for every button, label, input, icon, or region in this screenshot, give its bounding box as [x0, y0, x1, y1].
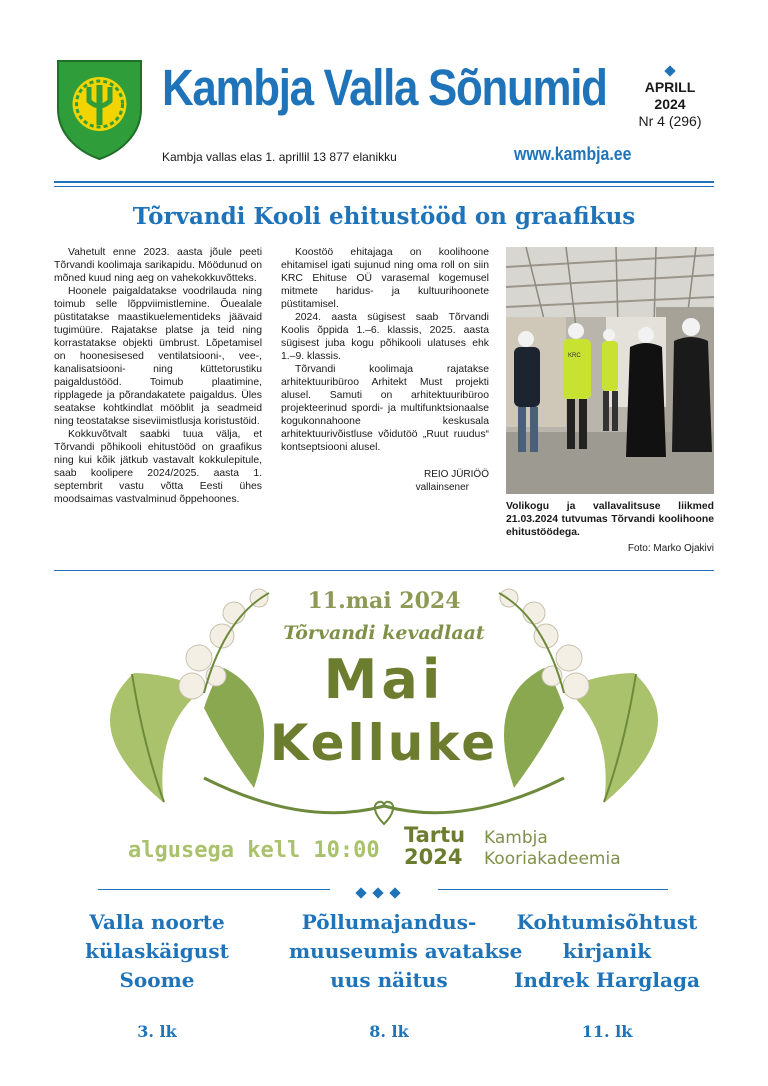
vest-text: KRC [568, 353, 581, 359]
teaser-1-page[interactable]: 3. lk [137, 1022, 177, 1041]
paragraph: Vahetult enne 2023. aasta jõule peeti Tõrvandi koolimaja sarikapidu. Möödunud on mõned kuud ning aeg on vahekokkuvõtteks. [54, 247, 262, 284]
heart-icon [375, 802, 393, 824]
tartu-word: Tartu [404, 823, 466, 847]
diamond-icon [389, 887, 400, 898]
teaser-line: Indrek Harglaga [514, 968, 700, 992]
diamond-icon [372, 887, 383, 898]
teaser-line: Soome [119, 968, 195, 992]
teaser-line: Kohtumisõhtust [516, 910, 698, 934]
issue-number: Nr 4 (296) [638, 113, 702, 129]
person [626, 327, 666, 457]
event-poster [54, 578, 714, 876]
paragraph: Koostöö ehitajaga on koolihoone ehitamisel igati sujunud ning oma roll on siin KRC Ehituse OÜ varasemal kogemusel mitmete haridus- ja kultuurihoonete püstitamisel. [281, 247, 489, 310]
tartu-2024-logo [404, 824, 465, 868]
diamond-ornament [357, 884, 399, 902]
issue-month: APRILL [644, 79, 696, 95]
organizer-line1: Kambja [484, 828, 548, 848]
poster-title-line2: Kelluke [269, 714, 499, 772]
paragraph: Kokkuvõtvalt saabki tuua välja, et Tõrvandi põhikooli ehitustööd on graafikus ning kui kõik jätkub vastavalt kokkulepitule, saab koolipere 2024/2025. aasta 1. septembrit vastu võtta Eesti ühes moodsaimas vastvalminud õppehoones. [54, 429, 262, 505]
photo-credit: Foto: Marko Ojakivi [627, 543, 714, 554]
municipality-crest-icon [54, 57, 145, 162]
organizer-logo [484, 828, 621, 870]
header-rule-thin [54, 186, 714, 187]
teaser-line: Põllumajandus- [301, 910, 477, 934]
population-tagline: Kambja vallas elas 1. aprillil 13 877 elanikku [162, 150, 397, 164]
article-column-1 [54, 246, 262, 506]
article-column-2 [281, 246, 489, 494]
diamond-icon [355, 887, 366, 898]
diamond-icon [664, 65, 675, 76]
teaser-3-page[interactable]: 11. lk [581, 1022, 633, 1041]
teaser-line: külaskäigust [85, 939, 229, 963]
teaser-line: muuseumis avatakse [289, 939, 523, 963]
paragraph: 2024. aasta sügisest saab Tõrvandi Koolis õppida 1.–6. klassis, 2025. aasta sügisest juba kogu põhikooli ulatuses ehk 1.–9. klassis. [281, 312, 489, 362]
paragraph: Tõrvandi koolimaja rajatakse arhitektuuribüroo Arhitekt Must projekti alusel. Samuti on arhitektuuribüroo projekteerinud spordi- ja multifunktsionaalse kogukonnahoone keskusala arhitektuurivõistluse võidutöö „Ruut ruudus“ kontseptsiooni alusel. [281, 364, 489, 453]
author-name: REIO JÜRIÖÖ [423, 469, 489, 480]
teaser-2-page[interactable]: 8. lk [369, 1022, 409, 1041]
paragraph: Hoonele paigaldatakse voodrilauda ning toimub selle lõppviimistlemine. Õuealale püstitatakse maastikuelementideks jäävaid tugimüüre. Rajatakse platse ja teid ning korrastatakse objekti ümbrust. Lõpetamisel on hoonesisesed ventilatsiooni-, vee-, kanalisatsiooni- ning küttetorustiku paigaldustööd. Toimub plaatimine, ripplagede ja põrandakatete paigaldus. Üles seatakse kohtkindlat mööblit ja seadmeid ning teostatakse siseviimistlusja koristustöid. [54, 286, 262, 427]
teaser-line: kirjanik [562, 939, 652, 963]
header-rule [54, 181, 714, 183]
organizer-line2: Kooriakadeemia [484, 849, 621, 869]
website-link[interactable]: www.kambja.ee [514, 144, 632, 164]
photo-caption: Volikogu ja vallavalitsuse liikmed 21.03.2024 tutvumas Tõrvandi koolihoone ehitustöödega. [506, 501, 714, 538]
author-role: vallainsener [415, 482, 469, 493]
issue-year: 2024 [654, 96, 686, 112]
article-headline: Tõrvandi Kooli ehitustööd on graafikus [132, 203, 636, 230]
poster-start-time: algusega kell 10:00 [128, 838, 380, 863]
teaser-2[interactable] [289, 908, 523, 995]
tartu-year: 2024 [404, 845, 463, 869]
teaser-divider-right [438, 889, 668, 890]
teaser-line: Valla noorte [89, 910, 225, 934]
construction-site-photo [506, 247, 714, 494]
poster-subtitle: Tõrvandi kevadlaat [283, 622, 485, 644]
teaser-1[interactable] [62, 908, 252, 995]
section-divider [54, 570, 714, 571]
teaser-line: uus näitus [330, 968, 448, 992]
poster-title-line1: Mai [323, 648, 445, 711]
teaser-3[interactable] [512, 908, 702, 995]
issue-info [630, 62, 710, 130]
poster-date: 11.mai 2024 [307, 588, 461, 614]
teaser-divider-left [98, 889, 330, 890]
publication-title: Kambja Valla Sõnumid [162, 59, 607, 116]
